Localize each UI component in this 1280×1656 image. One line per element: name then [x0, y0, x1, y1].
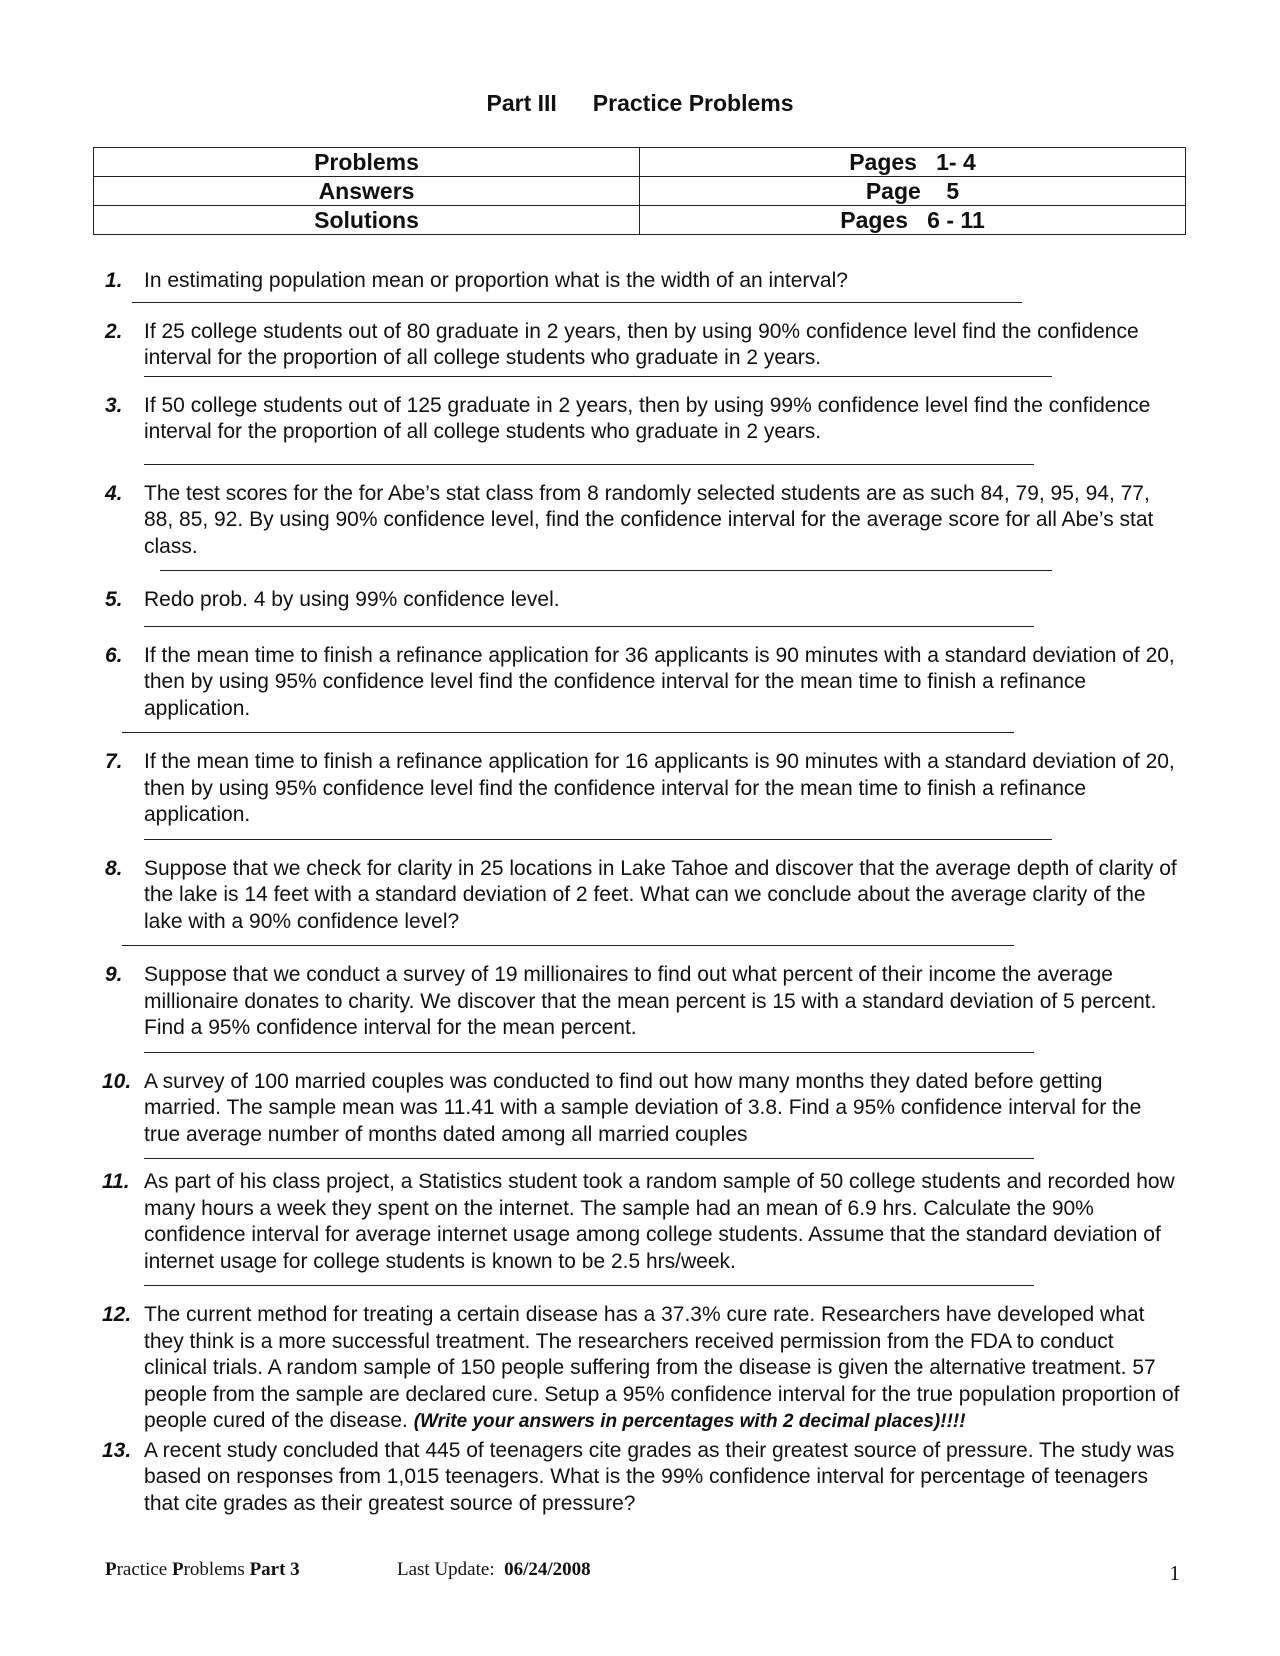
answer-line — [144, 1285, 1034, 1286]
problem-number: 4. — [105, 481, 123, 505]
contents-table — [93, 147, 1186, 235]
problem-number: 3. — [105, 393, 123, 417]
footer-title: Practice Problems Part 3 — [105, 1559, 300, 1580]
problem-text: Redo prob. 4 by using 99% confidence level. — [144, 588, 560, 611]
answer-line — [144, 839, 1052, 840]
problem-list — [102, 268, 1182, 1517]
contents-pages: Pages 1- 4 — [640, 148, 1186, 177]
answer-line — [144, 376, 1052, 377]
problem-number: 12. — [102, 1303, 132, 1326]
title-text: Practice Problems — [592, 90, 794, 116]
problem-text: The current method for treating a certain disease has a 37.3% cure rate. Researchers have developed what they think is a more successful treatment. The researchers received permission from the FDA to conduct clinical trials. A random sample of 150 people suffering from the disease is given the alternative treatment. 57 people from the sample are declared cure. Setup a 95% confidence interval for the true population proportion of people cured of the disease. — [144, 1303, 1180, 1432]
problem-text: The test scores for the for Abe’s stat class from 8 randomly selected students are as such 84, 79, 95, 94, 77, 88, 85, 92. By using 90% confidence level, find the confidence interval for the average score for all Abe’s stat class. — [144, 481, 1154, 558]
problem-11 — [102, 1169, 1182, 1275]
part-label: Part III — [486, 90, 557, 116]
problem-text: Suppose that we check for clarity in 25 locations in Lake Tahoe and discover that the average depth of clarity of the lake is 14 feet with a standard deviation of 2 feet. What can we conclude about the average clarity of the lake with a 90% confidence level? — [144, 856, 1177, 933]
problem-2 — [102, 319, 1182, 372]
problem-1 — [102, 268, 1182, 295]
page-title — [0, 90, 1280, 117]
problem-instruction: (Write your answers in percentages with 2 decimal places)!!!! — [413, 1411, 966, 1432]
problem-number: 13. — [102, 1438, 132, 1462]
problem-number: 1. — [105, 269, 123, 292]
page-number: 1 — [1169, 1561, 1180, 1585]
answer-line — [144, 1052, 1034, 1053]
answer-line — [132, 302, 1022, 303]
contents-row — [94, 206, 1186, 235]
answer-line — [122, 945, 1014, 946]
problem-8 — [102, 856, 1182, 936]
problem-text: As part of his class project, a Statistics student took a random sample of 50 college students and recorded how many hours a week they spent on the internet. The sample had an mean of 6.9 hrs. Calculate the 90% confidence interval for average internet usage among college students. Assume that the standard deviation of internet usage for college students is known to be 2.5 hrs/week. — [144, 1170, 1175, 1273]
problem-text: Suppose that we conduct a survey of 19 millionaires to find out what percent of their income the average millionaire donates to charity. We discover that the mean percent is 15 with a standard deviation of 5 percent. Find a 95% confidence interval for the mean percent. — [144, 963, 1157, 1039]
answer-line — [144, 626, 1034, 627]
problem-10 — [102, 1069, 1182, 1149]
footer-update: Last Update: 06/24/2008 — [397, 1559, 591, 1580]
contents-pages: Pages 6 - 11 — [640, 206, 1186, 235]
problem-number: 6. — [105, 643, 123, 667]
answer-line — [144, 1158, 1034, 1159]
problem-number: 10. — [102, 1069, 132, 1093]
problem-number: 8. — [105, 856, 123, 880]
problem-number: 7. — [105, 750, 123, 773]
page-footer — [105, 1559, 1180, 1589]
contents-label: Solutions — [94, 206, 640, 235]
problem-6 — [102, 643, 1182, 723]
problem-12 — [102, 1302, 1182, 1436]
problem-text: If 25 college students out of 80 graduate in 2 years, then by using 90% confidence level find the confidence interval for the proportion of all college students who graduate in 2 years. — [144, 319, 1139, 369]
problem-text: If 50 college students out of 125 graduate in 2 years, then by using 99% confidence level find the confidence interval for the proportion of all college students who graduate in 2 years. — [144, 393, 1151, 443]
problem-text: In estimating population mean or proportion what is the width of an interval? — [144, 269, 848, 292]
problem-text: A recent study concluded that 445 of teenagers cite grades as their greatest source of pressure. The study was based on responses from 1,015 teenagers. What is the 99% confidence interval for percentage of teenagers that cite grades as their greatest source of pressure? — [144, 1438, 1175, 1515]
answer-line — [144, 464, 1034, 465]
problem-number: 9. — [105, 963, 123, 986]
problem-number: 5. — [105, 588, 123, 611]
problem-text: A survey of 100 married couples was conducted to find out how many months they dated before getting married. The sample mean was 11.41 with a sample deviation of 3.8. Find a 95% confidence interval for the true average number of months dated among all married couples — [144, 1069, 1142, 1146]
contents-pages: Page 5 — [640, 177, 1186, 206]
problem-7 — [102, 749, 1182, 829]
problem-text: If the mean time to finish a refinance application for 36 applicants is 90 minutes with a standard deviation of 20, then by using 95% confidence level find the confidence interval for the mean time to finish a refinance application. — [144, 643, 1175, 720]
problem-number: 11. — [102, 1170, 130, 1193]
contents-row — [94, 148, 1186, 177]
problem-3 — [102, 393, 1182, 446]
answer-line — [122, 732, 1014, 733]
problem-4 — [102, 481, 1182, 561]
contents-row — [94, 177, 1186, 206]
problem-number: 2. — [105, 319, 123, 343]
answer-line — [160, 570, 1052, 571]
contents-label: Problems — [94, 148, 640, 177]
problem-5 — [102, 587, 1182, 614]
problem-text: If the mean time to finish a refinance application for 16 applicants is 90 minutes with a standard deviation of 20, then by using 95% confidence level find the confidence interval for the mean time to finish a refinance application. — [144, 750, 1175, 826]
contents-label: Answers — [94, 177, 640, 206]
problem-13 — [102, 1438, 1182, 1518]
problem-9 — [102, 962, 1182, 1042]
